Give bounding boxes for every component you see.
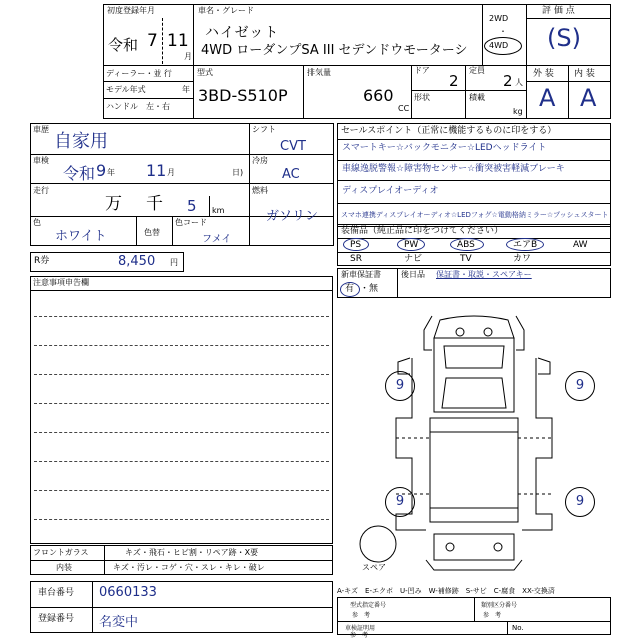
tire-front-right: 9 xyxy=(565,371,595,401)
capacity-unit: 人 xyxy=(515,78,523,87)
sales-point-3: ディスプレイオーディオ xyxy=(342,186,439,196)
abs-circle xyxy=(450,238,484,251)
category-label: 類別区分番号 xyxy=(481,602,518,609)
doors-label: ドア xyxy=(414,66,430,75)
front-glass-label: フロントガラス xyxy=(33,548,89,557)
handle-label: ハンドル 左・右 xyxy=(106,102,170,111)
mileage-sen: 千 xyxy=(146,194,163,214)
interior-value: A xyxy=(580,84,597,112)
load-label: 積載 xyxy=(469,93,485,102)
equip-abs: ABS xyxy=(457,240,475,250)
recycle-label: R券 xyxy=(34,256,50,266)
rating-value: (S) xyxy=(547,24,581,52)
ps-circle xyxy=(343,238,369,251)
front-glass-value: キズ・飛石・ヒビ割・リペア跡・X要 xyxy=(125,548,259,557)
inspection-era: 令和 xyxy=(63,164,96,183)
type-cert-reference: 参 考 xyxy=(352,612,371,619)
warranty-no: ・無 xyxy=(360,284,379,294)
ac-label: 冷房 xyxy=(252,156,268,165)
dealer-label: ディーラー・並 行 xyxy=(106,69,172,78)
equipment-label: 装備品（純正品に印をつけてください） xyxy=(341,226,504,236)
capacity-label: 定員 xyxy=(469,66,485,75)
first-reg-month: 11 xyxy=(167,31,189,51)
color-value: ホワイト xyxy=(55,229,107,244)
year-unit: 年 xyxy=(107,168,115,177)
equip-pw: PW xyxy=(404,240,419,250)
mileage-man: 万 xyxy=(105,194,122,214)
color-change-label: 色替 xyxy=(144,228,160,237)
equip-airbag: エアB xyxy=(513,240,538,250)
color-code-label: 色コード xyxy=(175,218,207,227)
color-code-value: フメイ xyxy=(202,234,232,245)
displacement-unit: CC xyxy=(398,104,410,113)
new-car-warranty-label: 新車保証書 xyxy=(341,270,381,279)
month-unit: 月 xyxy=(184,52,192,61)
drive-dot: ・ xyxy=(499,27,507,36)
model-year-label: モデル年式 xyxy=(106,85,146,94)
mileage-value: 5 xyxy=(187,197,197,215)
tire-front-left: 9 xyxy=(385,371,415,401)
exterior-value: A xyxy=(539,84,556,112)
notes-label: 注意事項申告欄 xyxy=(33,278,89,287)
shift-value: CVT xyxy=(280,139,306,154)
drive-4wd: 4WD xyxy=(489,41,509,50)
shift-label: シフト xyxy=(252,125,276,134)
car-name: ハイゼット xyxy=(205,25,280,41)
displacement-label: 排気量 xyxy=(307,68,331,77)
first-reg-label: 初度登録年月 xyxy=(107,6,155,15)
grade: 4WD ローダンプSA III セデンドウモーターシ xyxy=(201,43,468,58)
sales-point-1: スマートキー☆バックモニター☆LEDヘッドライト xyxy=(342,143,547,153)
equip-ps: PS xyxy=(350,240,362,250)
type-label: 型式 xyxy=(197,68,213,77)
color-label: 色 xyxy=(33,218,41,227)
inspection-year: 9 xyxy=(96,161,107,180)
chassis-label: 車台番号 xyxy=(38,588,75,598)
registration-value: 名変中 xyxy=(99,615,139,630)
airbag-circle xyxy=(506,238,544,251)
drive-2wd: 2WD xyxy=(489,14,509,23)
warranty-yes-circle xyxy=(340,282,360,297)
car-diagram xyxy=(336,298,612,590)
history-label: 車歴 xyxy=(33,125,49,134)
interior-condition-label: 内装 xyxy=(56,563,72,572)
type-cert-label: 型式指定番号 xyxy=(350,602,387,609)
interior-condition-value: キズ・汚レ・コゲ・穴・スレ・キレ・破レ xyxy=(113,563,265,572)
load-unit: kg xyxy=(513,107,523,116)
fuel-label: 燃料 xyxy=(252,186,268,195)
recycle-box xyxy=(30,252,184,272)
spare-label: スペア xyxy=(362,563,386,572)
interior-label: 内 装 xyxy=(574,69,595,79)
inspection-label: 車検 xyxy=(33,156,49,165)
after-items-label: 後日品 xyxy=(401,270,425,279)
recycle-unit: 円 xyxy=(170,258,178,267)
tire-rear-left: 9 xyxy=(385,487,415,517)
warranty-yes: 有 xyxy=(345,284,355,294)
damage-legend: A-キズ E-エクボ U-凹み W-補修跡 S-サビ C-腐食 XX-交換済 xyxy=(337,587,555,595)
doors-value: 2 xyxy=(449,72,459,90)
equip-sr: SR xyxy=(350,254,362,264)
number-label: No. xyxy=(512,624,524,632)
pw-circle xyxy=(397,238,425,251)
sales-point-4: スマホ連携ディスプレイオーディオ☆LEDフォグ☆電動格納ミラー☆プッシュスタート xyxy=(341,211,609,219)
mileage-km: km xyxy=(212,206,225,215)
inspection-month: 11 xyxy=(146,161,167,180)
history-value: 自家用 xyxy=(54,131,108,152)
model-year-unit: 年 xyxy=(182,85,190,94)
first-reg-era: 令和 xyxy=(108,36,139,54)
mileage-label: 走行 xyxy=(33,186,49,195)
ac-value: AC xyxy=(282,167,300,182)
name-grade-label: 車名・グレード xyxy=(198,6,254,15)
equip-tv: TV xyxy=(460,254,472,264)
sales-points-label: セールスポイント（正常に機能するものに印をする） xyxy=(341,126,557,136)
equip-navi: ナビ xyxy=(404,254,423,264)
exterior-label: 外 装 xyxy=(533,69,554,79)
category-reference: 参 考 xyxy=(483,612,502,619)
equip-aw: AW xyxy=(573,240,588,250)
displacement-value: 660 xyxy=(363,86,394,105)
chassis-value: 0660133 xyxy=(99,585,157,600)
shape-label: 形状 xyxy=(414,93,430,102)
header-block xyxy=(103,4,611,119)
reg-cert-reference: 参 考 xyxy=(350,632,369,639)
capacity-value: 2 xyxy=(503,72,513,90)
after-items-value: 保証書・取説・スペアキー xyxy=(436,270,532,279)
inspection-month-unit: 月 xyxy=(167,168,175,177)
type-value: 3BD-S510P xyxy=(198,86,288,105)
tire-rear-right: 9 xyxy=(565,487,595,517)
recycle-value: 8,450 xyxy=(118,254,156,269)
rating-label: 評 価 点 xyxy=(542,6,575,16)
registration-label: 登録番号 xyxy=(38,614,75,624)
fuel-value: ガソリン xyxy=(266,209,319,224)
sales-point-2: 車線逸脱警報☆障害物センサー☆衝突被害軽減ブレーキ xyxy=(342,164,565,174)
reg-cert-label: 車検証明用 xyxy=(345,625,376,632)
equip-leather: カワ xyxy=(513,254,532,264)
first-reg-year: 7 xyxy=(147,31,158,51)
day-unit: 日) xyxy=(232,168,244,177)
